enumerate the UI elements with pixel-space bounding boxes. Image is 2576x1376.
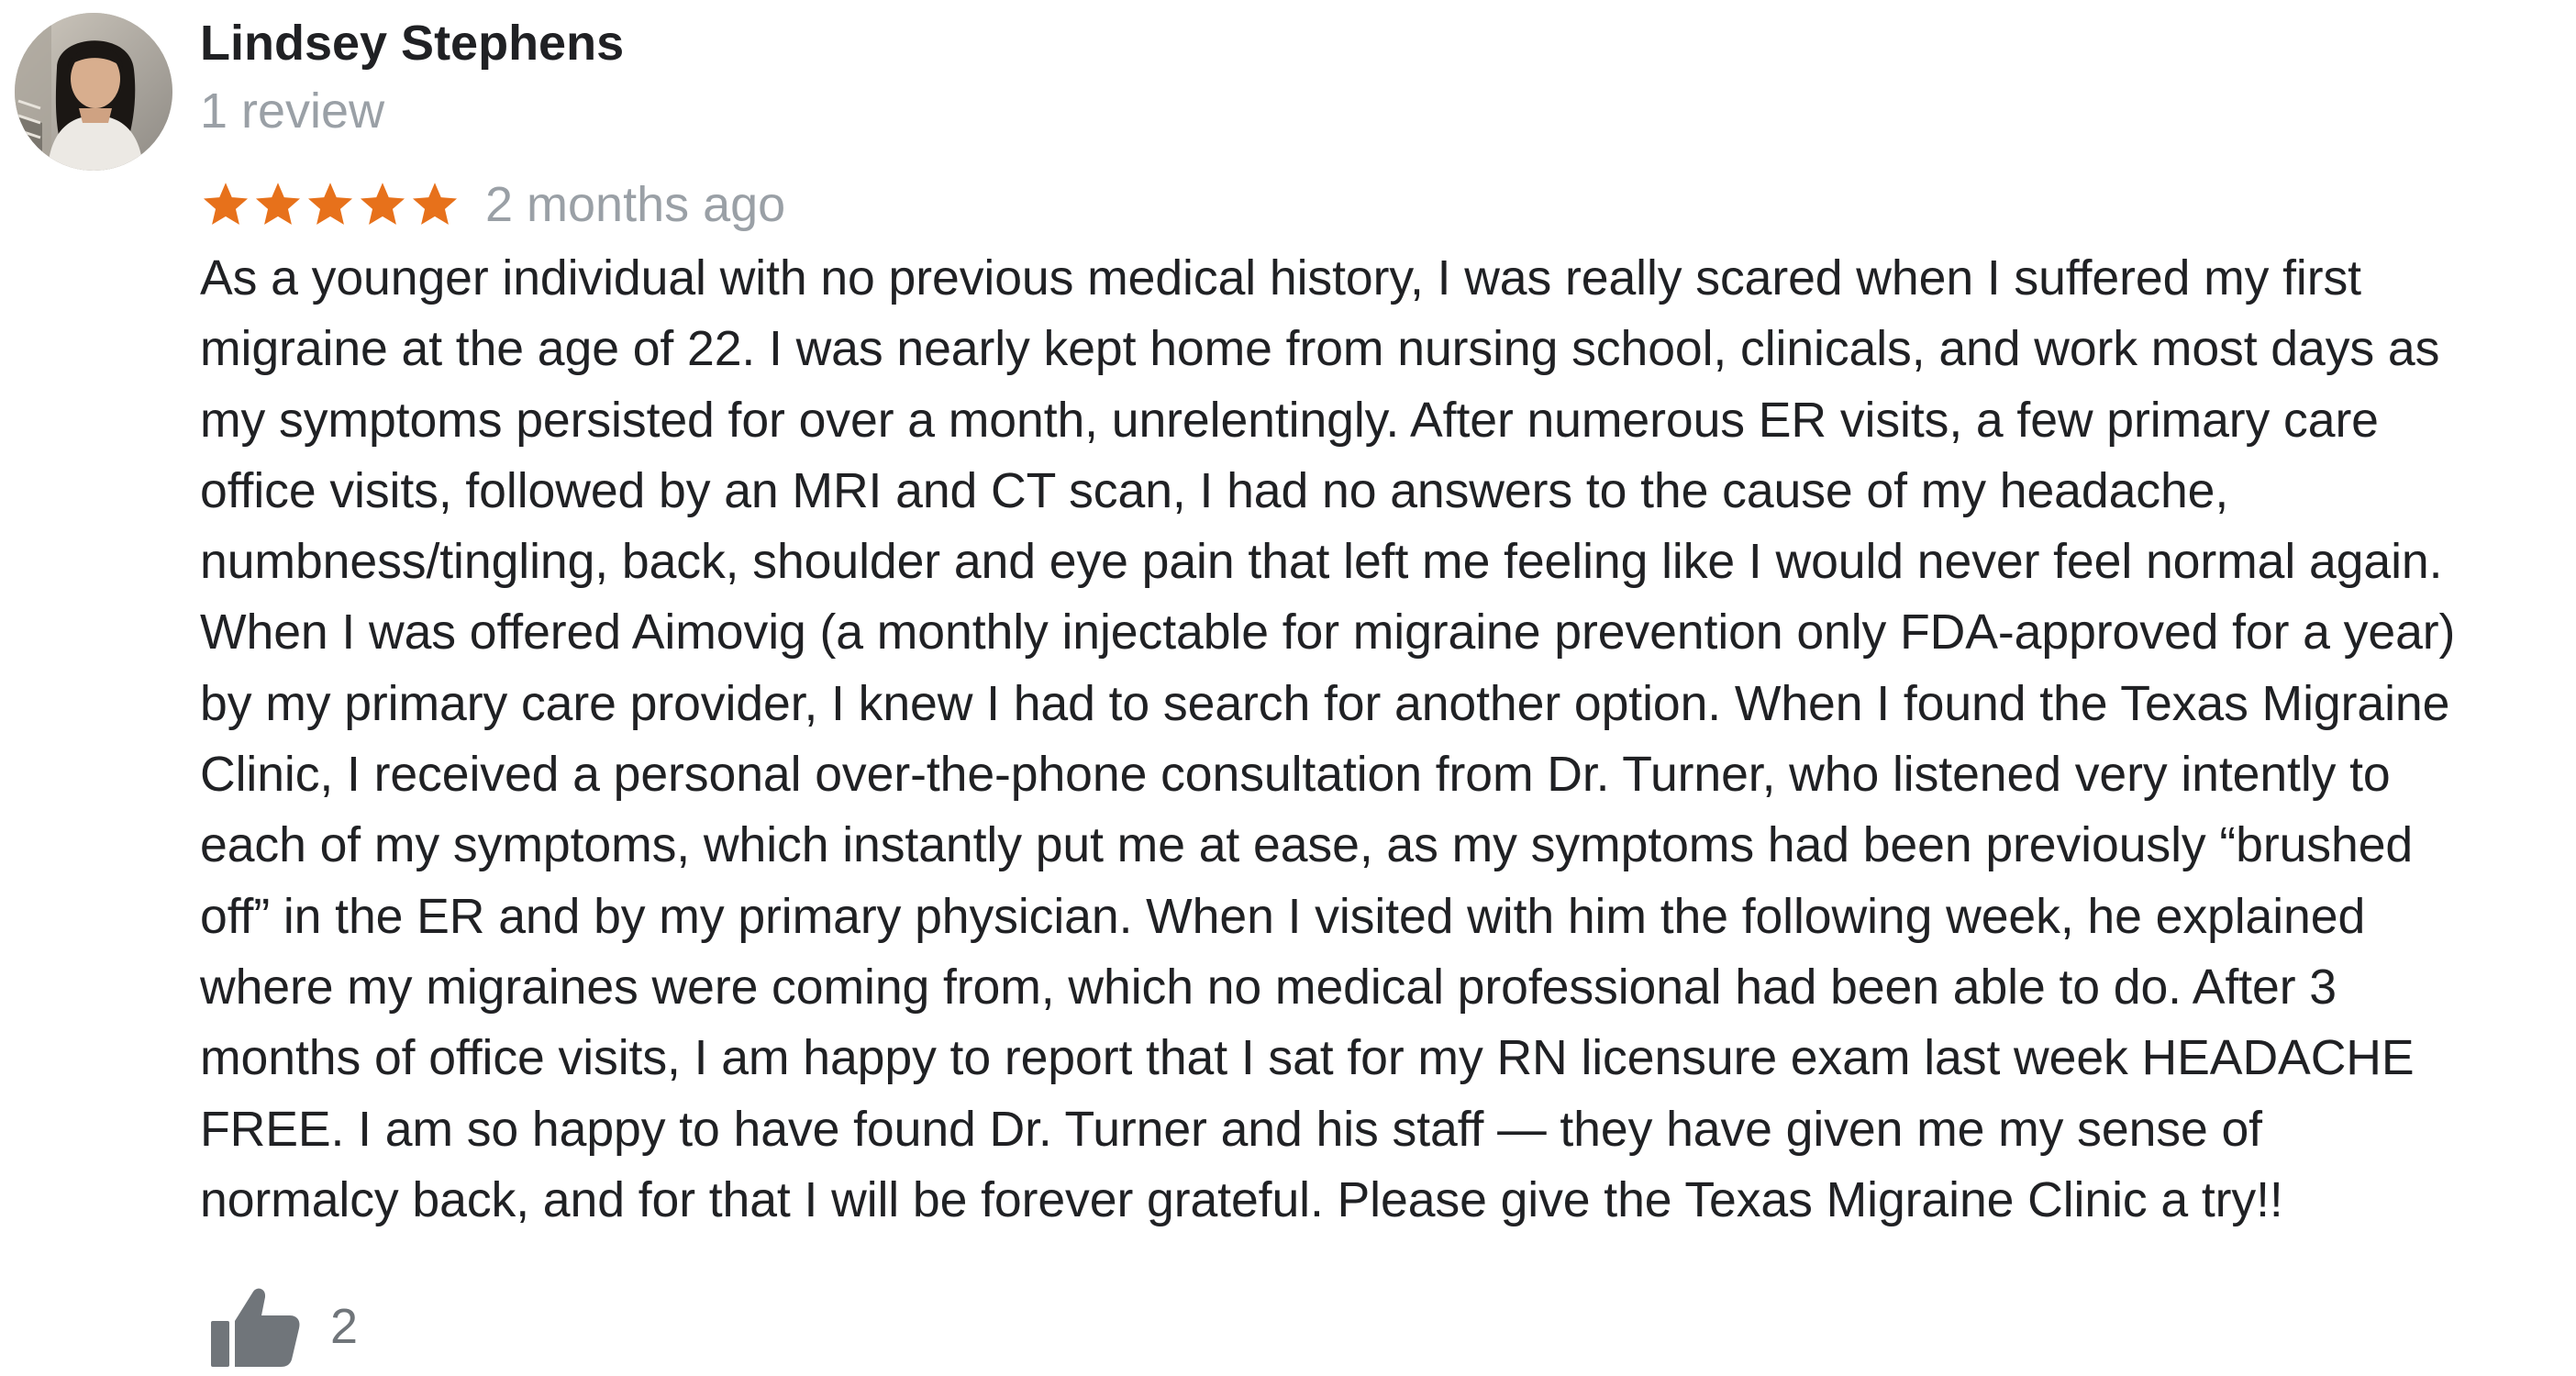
star-icon: [357, 179, 408, 230]
review-text-line: my symptoms persisted for over a month, unrelentingly. After numerous ER visits, a few primary care: [200, 392, 2379, 448]
review-text-line: Clinic, I received a personal over-the-phone consultation from Dr. Turner, who listened very intently to: [200, 747, 2391, 803]
rating-row: [200, 172, 785, 237]
author-name[interactable]: Lindsey Stephens: [200, 16, 625, 71]
review-date: 2 months ago: [485, 177, 786, 232]
avatar-photo: [15, 13, 172, 171]
avatar[interactable]: [15, 13, 172, 171]
review-text-line: by my primary care provider, I knew I had to search for another option. When I found the Texas Migraine: [200, 675, 2450, 731]
review-text-line: off” in the ER and by my primary physician. When I visited with him the following week, he explained: [200, 888, 2366, 944]
review-text-line: months of office visits, I am happy to report that I sat for my RN licensure exam last week HEADACHE: [200, 1030, 2415, 1086]
star-icon: [252, 179, 304, 230]
thumbs-up-icon[interactable]: [209, 1284, 301, 1369]
star-icon: [305, 179, 356, 230]
review-text-line: normalcy back, and for that I will be forever grateful. Please give the Texas Migraine Clinic a try!!: [200, 1171, 2283, 1227]
review-text-line: where my migraines were coming from, which no medical professional had been able to do. After 3: [200, 959, 2337, 1015]
like-count: 2: [330, 1299, 359, 1354]
review-text-line: office visits, followed by an MRI and CT scan, I had no answers to the cause of my headache,: [200, 462, 2229, 518]
like-row: [209, 1284, 358, 1369]
review-text-line: As a younger individual with no previous medical history, I was really scared when I suffered my first: [200, 250, 2361, 305]
star-rating: [200, 179, 461, 230]
review-text: [200, 243, 2562, 1236]
star-icon: [409, 179, 461, 230]
review-text-line: each of my symptoms, which instantly put me at ease, as my symptoms had been previously “brushed: [200, 817, 2414, 873]
review-text-line: migraine at the age of 22. I was nearly kept home from nursing school, clinicals, and work most days as: [200, 321, 2440, 377]
review-text-line: numbness/tingling, back, shoulder and eye pain that left me feeling like I would never feel normal again.: [200, 534, 2443, 590]
review-text-line: FREE. I am so happy to have found Dr. Turner and his staff — they have given me my sense of: [200, 1101, 2262, 1157]
review-text-line: When I was offered Aimovig (a monthly injectable for migraine prevention only FDA-approved for a year): [200, 605, 2456, 660]
star-icon: [200, 179, 251, 230]
review-count[interactable]: 1 review: [200, 83, 385, 139]
